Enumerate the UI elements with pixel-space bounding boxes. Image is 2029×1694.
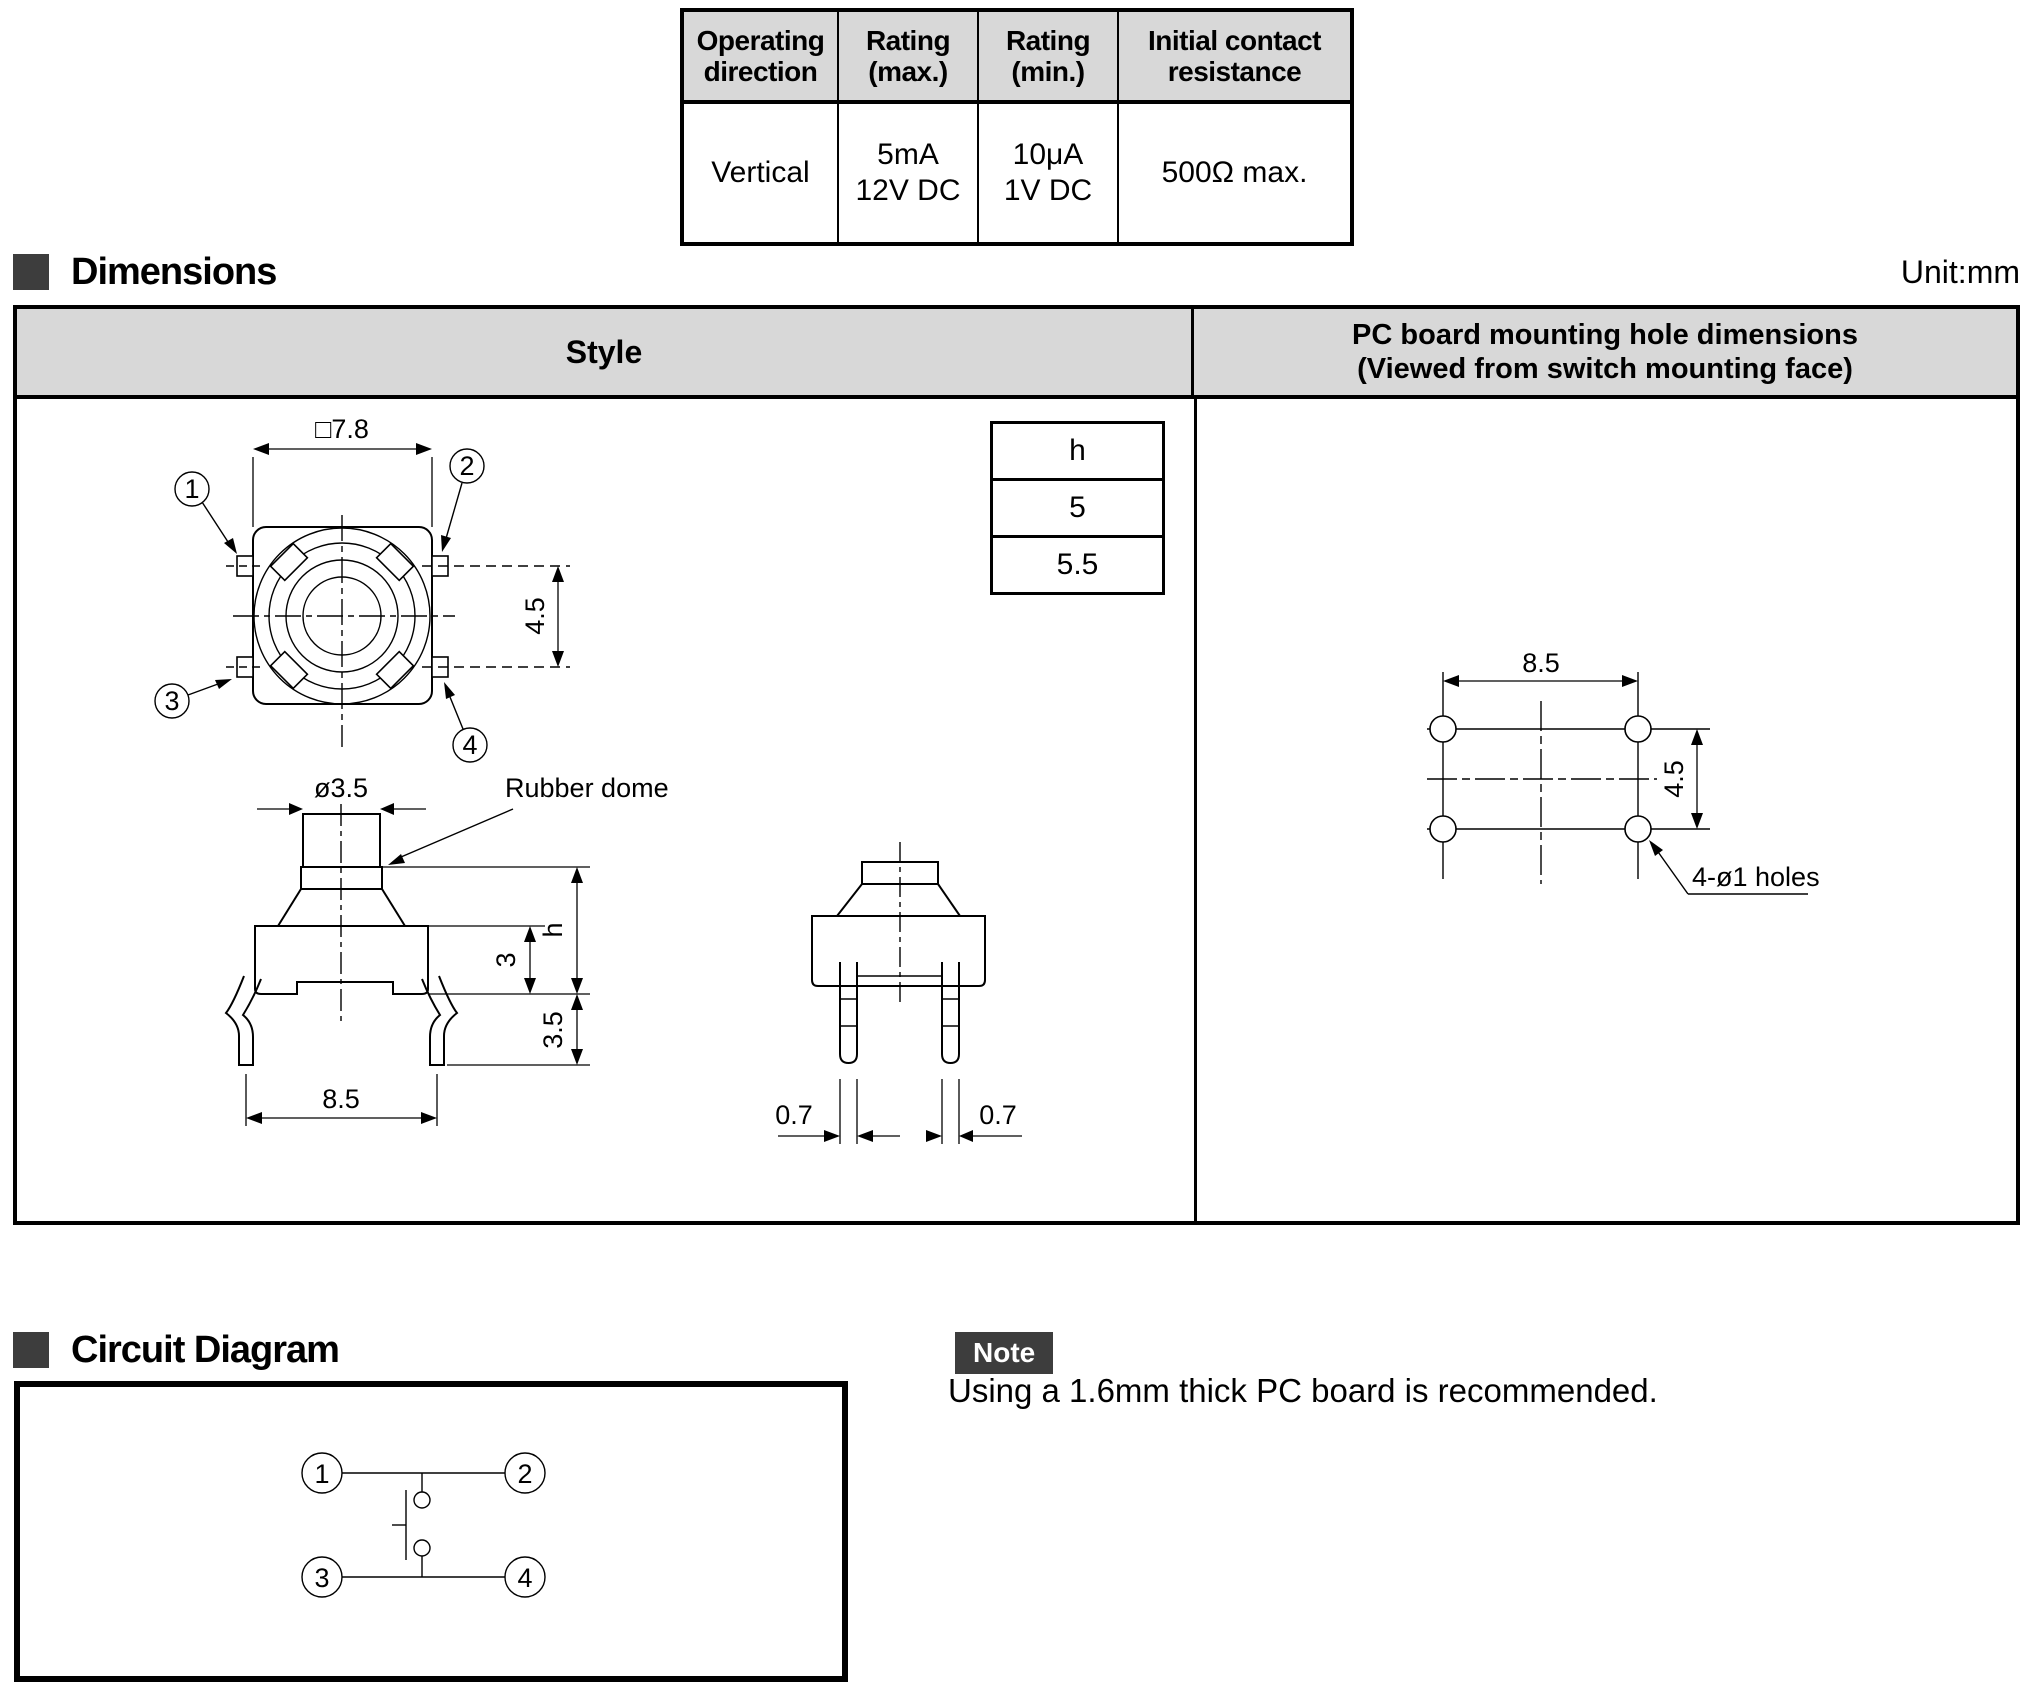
switch-front-view-drawing	[195, 764, 675, 1194]
circuit-terminal-4: 4	[517, 1563, 533, 1593]
switch-top-view-drawing	[140, 402, 600, 802]
ratings-header-rating-min: Rating (min.)	[978, 10, 1118, 102]
circuit-terminal-2: 2	[517, 1459, 533, 1489]
pin-spacing-label: 4.5	[520, 597, 550, 635]
square-dimension-label: □7.8	[315, 414, 369, 444]
circuit-terminal-3: 3	[314, 1563, 330, 1593]
ratings-value-operating-direction: Vertical	[682, 102, 838, 244]
ratings-table	[680, 8, 1354, 246]
ratings-header-row	[682, 10, 1352, 102]
holes-count-label: 4-ø1 holes	[1692, 862, 1820, 892]
circuit-diagram-drawing	[20, 1387, 842, 1676]
terminal-2-callout: 2	[459, 451, 475, 481]
pcb-mounting-hole-drawing	[1400, 634, 1920, 954]
note-text: Using a 1.6mm thick PC board is recommended.	[948, 1372, 1658, 1409]
switch-side-view-drawing	[760, 832, 1130, 1212]
hole-spacing-x-label: 8.5	[1522, 648, 1560, 678]
dimensions-table	[13, 305, 2020, 1225]
leg-width-right-label: 0.7	[979, 1100, 1017, 1130]
h-table-header: h	[992, 423, 1164, 480]
section-bullet-icon	[13, 254, 49, 290]
circuit-terminal-1: 1	[314, 1459, 330, 1489]
hole-bottom-right	[1625, 816, 1651, 842]
ratings-value-rating-min: 10μA 1V DC	[978, 102, 1118, 244]
pcb-column-header: PC board mounting hole dimensions (Viewed from switch mounting face)	[1352, 319, 1858, 385]
rubber-dome-label: Rubber dome	[505, 773, 669, 803]
hole-top-right	[1625, 716, 1651, 742]
right-leg-side	[942, 962, 959, 1063]
circuit-section-header	[13, 1326, 913, 1374]
section-bullet-icon	[13, 1332, 49, 1368]
ratings-value-rating-max: 5mA 12V DC	[838, 102, 978, 244]
column-divider	[1194, 399, 1197, 1221]
body-height-label: 3	[491, 952, 521, 968]
terminal-1-callout: 1	[184, 474, 200, 504]
ratings-header-rating-max: Rating (max.)	[838, 10, 978, 102]
h-table-value-1: 5	[992, 480, 1164, 537]
note-badge: Note	[955, 1332, 1053, 1374]
terminal-4-callout: 4	[462, 730, 478, 760]
dimensions-table-header	[17, 309, 2016, 399]
dimensions-section-title: Dimensions	[71, 250, 277, 293]
circuit-diagram-box	[14, 1381, 848, 1682]
leg-length-label: 3.5	[538, 1011, 568, 1049]
hole-top-left	[1430, 716, 1456, 742]
left-leg	[226, 976, 261, 1065]
circuit-section-title: Circuit Diagram	[71, 1328, 339, 1371]
h-table-value-2: 5.5	[992, 537, 1164, 594]
terminal-3-callout: 3	[164, 686, 180, 716]
ratings-value-row	[682, 102, 1352, 244]
ratings-header-operating-direction: Operating direction	[682, 10, 838, 102]
ratings-value-initial-contact-resistance: 500Ω max.	[1118, 102, 1352, 244]
hole-spacing-y-label: 4.5	[1659, 760, 1689, 798]
lower-contact	[414, 1540, 430, 1556]
dimensions-section-header	[13, 248, 2020, 296]
overall-height-label: h	[538, 922, 568, 938]
hole-bottom-left	[1430, 816, 1456, 842]
h-value-table	[990, 421, 1165, 595]
plunger-diameter-label: ø3.5	[313, 773, 369, 803]
dimensions-table-body	[17, 399, 2016, 1221]
left-leg-side	[840, 962, 857, 1063]
unit-label: Unit:mm	[1900, 253, 2020, 290]
ratings-header-initial-contact-resistance: Initial contact resistance	[1118, 10, 1352, 102]
style-column-header: Style	[17, 309, 1194, 395]
upper-contact	[414, 1492, 430, 1508]
leg-width-left-label: 0.7	[775, 1100, 813, 1130]
right-leg	[422, 976, 457, 1065]
leg-span-label: 8.5	[322, 1084, 360, 1114]
